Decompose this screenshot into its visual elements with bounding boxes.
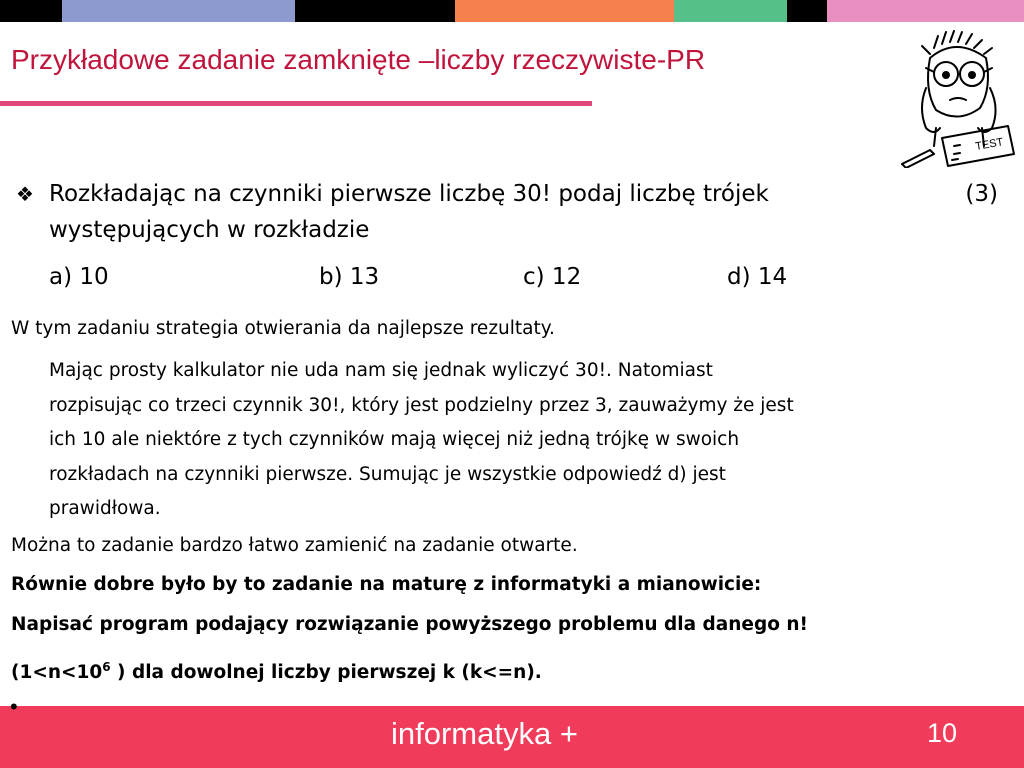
color-segment [787,0,827,22]
page-number: 10 [927,718,958,748]
open-task-text: Można to zadanie bardzo łatwo zamienić na zadanie otwarte. [11,535,578,556]
question-block [16,176,1006,248]
top-color-bar [0,0,1024,22]
explanation-line: rozkładach na czynniki pierwsze. Sumując je wszystkie odpowiedź d) jest [49,463,726,485]
bold-line-3 [11,650,542,691]
question-points: (3) [965,181,998,207]
bold-line-2: Napisać program podający rozwiązanie powyższego problemu dla danego n! [11,614,808,635]
bold-line-3-end: ) dla dowolnej liczby pierwszej k (k<=n). [110,662,542,684]
slide-title: Przykładowe zadanie zamknięte –liczby rzeczywiste-PR [11,44,706,75]
answer-b: b) 13 [319,264,380,290]
explanation-line: rozpisując co trzeci czynnik 30!, który jest podzielny przez 3, zauważymy że jest [49,394,794,416]
color-segment [455,0,674,22]
color-segment [62,0,295,22]
question-text-line2: występujących w rozkładzie [49,217,370,243]
answer-c: c) 12 [523,264,582,290]
answer-a: a) 10 [49,264,109,290]
test-paper-text: TEST [974,136,1005,153]
exponent: 6 [102,660,111,674]
explanation-line: prawidłowa. [49,498,161,519]
intro-text: W tym zadaniu strategia otwierania da najlepsze rezultaty. [11,318,555,339]
footer-bar [0,694,1024,768]
answer-d: d) 14 [727,264,788,290]
diamond-bullet-icon: ❖ [16,182,34,206]
explanation [49,354,979,527]
bold-line-3-start: (1<n<10 [11,662,103,684]
bold-line-1: Równie dobre było by to zadanie na maturę z informatyki a mianowicie: [11,574,762,595]
student-test-drawing-icon [896,28,1024,168]
course-name: informatyka + [391,716,578,751]
empty-bullet: • [10,694,18,719]
color-segment [295,0,455,22]
color-segment [0,0,62,22]
color-segment [827,0,1024,22]
explanation-line: Mając prosty kalkulator nie uda nam się jednak wyliczyć 30!. Natomiast [49,360,713,381]
explanation-line: ich 10 ale niektóre z tych czynników mają więcej niż jedną trójkę w swoich [49,429,740,450]
color-segment [674,0,787,22]
question-text: Rozkładając na czynniki pierwsze liczbę 30! podaj liczbę trójek [49,181,769,207]
title-underline [0,101,592,106]
